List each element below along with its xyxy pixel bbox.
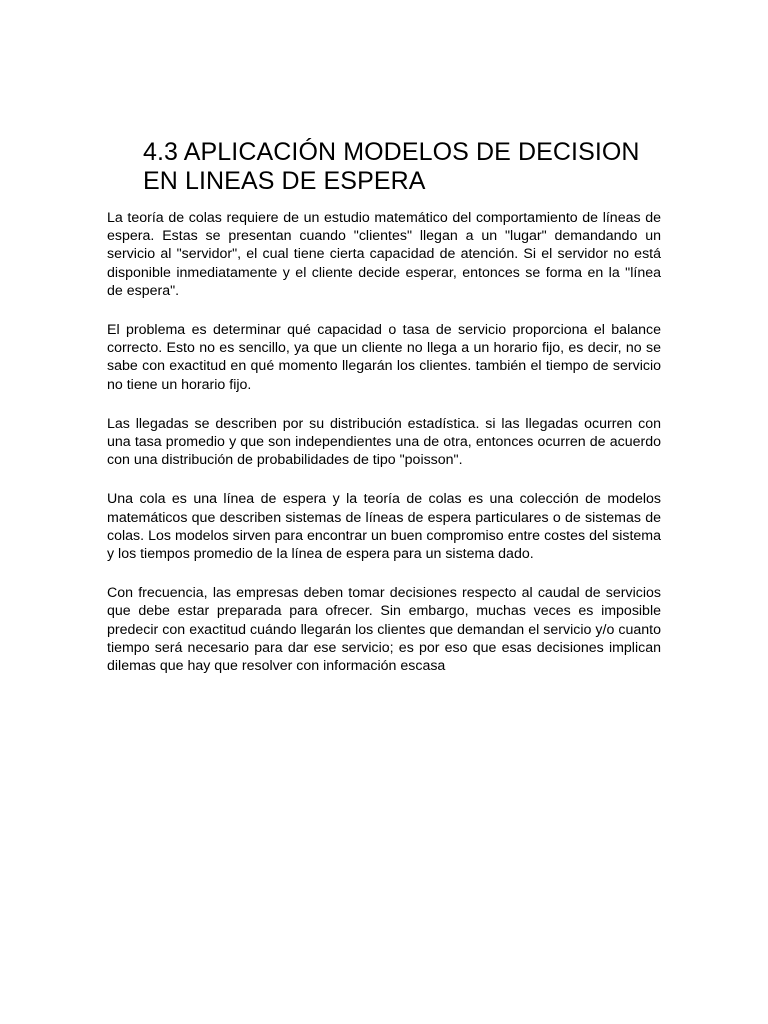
document-body xyxy=(107,209,661,696)
title-line-1: 4.3 APLICACIÓN MODELOS DE DECISION xyxy=(143,138,640,166)
paragraph-business-decisions: Con frecuencia, las empresas deben tomar decisiones respecto al caudal de servicios que debe estar preparada para ofrecer. Sin embargo, muchas veces es imposible predecir con exactitud cuándo llegarán los clientes que demandan el servicio y/o cuanto tiempo será necesario para dar ese servicio; es por eso que esas decisiones implican dilemas que hay que resolver con información escasa xyxy=(107,585,661,675)
page-title xyxy=(143,138,683,196)
paragraph-queue-theory-intro: La teoría de colas requiere de un estudio matemático del comportamiento de líneas de espera. Estas se presentan cuando "clientes" llegan a un "lugar" demandando un servicio al "servidor", el cual tiene cierta capacidad de atención. Si el servidor no está disponible inmediatamente y el cliente decide esperar, entonces se forma en la "línea de espera". xyxy=(107,210,661,299)
paragraph-arrival-distribution: Las llegadas se describen por su distribución estadística. si las llegadas ocurren con una tasa promedio y que son independientes una de otra, entonces ocurren de acuerdo con una distribución de probabilidades de tipo "poisson". xyxy=(107,415,661,469)
paragraph-service-capacity-problem: El problema es determinar qué capacidad o tasa de servicio proporciona el balance correcto. Esto no es sencillo, ya que un cliente no llega a un horario fijo, es decir, no se sabe con exactitud en qué momento llegarán los clientes. también el tiempo de servicio no tiene un horario fijo. xyxy=(107,322,661,393)
paragraph-queue-models: Una cola es una línea de espera y la teoría de colas es una colección de modelos matemáticos que describen sistemas de líneas de espera particulares o de sistemas de colas. Los modelos sirven para encontrar un buen compromiso entre costes del sistema y los tiempos promedio de la línea de espera para un sistema dado. xyxy=(107,491,661,563)
title-line-2: EN LINEAS DE ESPERA xyxy=(143,167,426,195)
